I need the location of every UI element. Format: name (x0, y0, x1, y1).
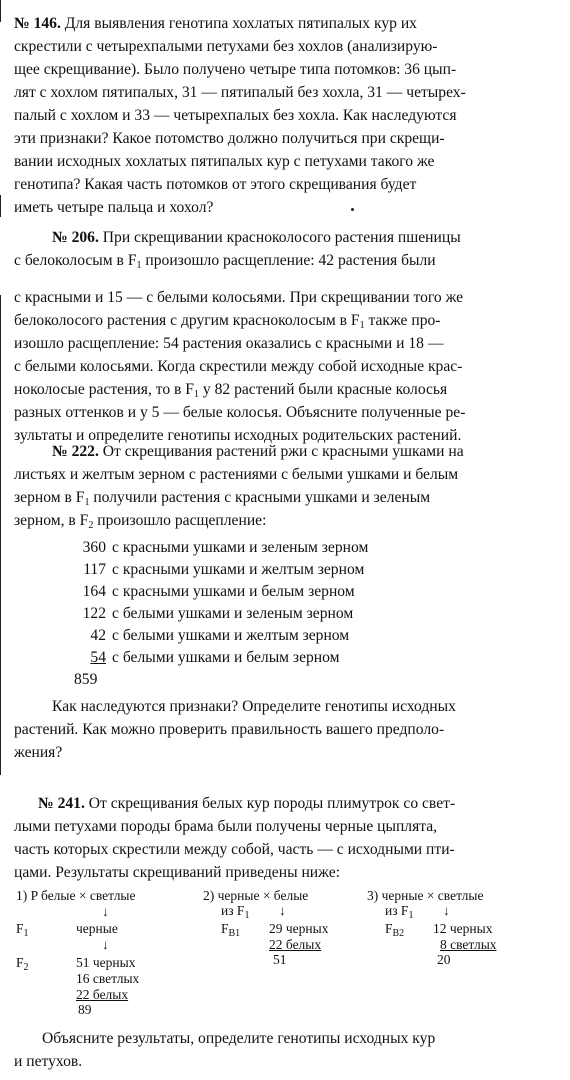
problem-number: № 222. (52, 443, 99, 460)
problem-206-continued: с красными и 15 — с белыми колосьями. При скрещивании того же белоколосого растения с другим красноколосым в $F_1$ также про- изошло расщепление: 54 растения оказались с красными и 18 — с белыми колосьями. Когда скрестили между собой исходные крас- ноколосые растения, то в $F_1$ у 82 растений были красные колосья разных оттенков и у 5 — белые колосья. Объясните полученные ре- зультаты и определите генотипы исходных родительских растений. (14, 289, 466, 444)
problem-146: № 146. Для выявления генотипа хохлатых пятипалых кур их скрестили с четырехпалыми петухами без хохлов (анализирую- щее скрещивание). Было получено четыре типа потомков: 36 цып- лят с хохлом пятипалых, 31 — пятипалый без хохла, 31 — четырех- палый с хохлом и 33 — четырехпалых без хохла. Как наследуются эти признаки? Какое потомство должно получиться при скрещи- вании исходных хохлатых пятипалых кур с петухами такого же генотипа? Какая часть потомков от этого скрещивания будет иметь четыре пальца и хохол? (14, 15, 466, 216)
table-row: 117 с красными ушками и желтым зерном (83, 561, 365, 578)
table-row: 164 с красными ушками и белым зерном (82, 583, 355, 600)
arrow-down-icon: ↓ (102, 937, 109, 952)
margin-line (0, 195, 1, 217)
speck (351, 208, 354, 211)
problem-241-question: Объясните результаты, определите генотипы исходных кур и петухов. (14, 1030, 436, 1070)
arrow-down-icon: ↓ (443, 903, 450, 918)
problem-206: № 206. При скрещивании красноколосого растения пшеницы с белоколосым в $F_1$ произошло расщепление: 42 растения были (14, 229, 461, 271)
problem-number: № 241. (38, 795, 85, 812)
margin-line (0, 0, 1, 22)
problem-number: № 206. (52, 229, 99, 246)
table-row: 122 с белыми ушками и зеленым зерном (82, 605, 354, 622)
table-row: 54 с белыми ушками и белым зерном (90, 649, 340, 666)
problem-222-question: Как наследуются признаки? Определите генотипы исходных растений. Как можно проверить правильность вашего предполо- жения? (14, 698, 456, 761)
margin-line (0, 295, 1, 775)
textbook-page: № 146. Для выявления генотипа хохлатых пятипалых кур их скрестили с четырехпалыми петухами без хохлов (анализирую- щее скрещивание). Было получено четыре типа потомков: 36 цып- лят с хохлом пятипалых, 31 — пятипалый без хохла, 31 — четырех- палый с хохлом и 33 — четырехпалых без хохла. Как наследуются эти признаки? Какое потомство должно получиться при скрещи- вании исходных хохлатых пятипалых кур с петухами такого же генотипа? Какая часть потомков от этого скрещивания будет иметь четыре пальца и хохол? № 206. При скрещивании красноколосого растения пшеницы с белоколосым в $F_1$ произошло расщепление: 42 растения были с красными и 15 — с белыми колосьями. При скрещивании того же белоколосого растения с другим красноколосым в $F_1$ также про- изошло расщепление: 54 растения оказались с красными и 18 — с белыми колосьями. Когда скрестили между собой исходные крас- ноколосые растения, то в $F_1$ у 82 растений были красные колосья разных оттенков и у 5 — белые колосья. Объясните полученные ре- зультаты и определите генотипы исходных родительских растений. № 222. От скрещивания растений ржи с красными ушками на листьях и желтым зерном с растениями с белыми ушками и белым зерном в $F_1$ получили растения с красными ушками и зеленым зерном, в $F_2$ произошло расщепление: 360 с красными ушками и зеленым зерном 117 с красными ушками и желтым зерном 164 с красными ушками и белым зерном 122 с белыми ушками и зеленым зерном 42 с белыми ушками и желтым зерном 54 с белыми ушками и белым зерном 859 Как наследуются признаки? Определите генотипы исходных растений. Как можно проверить правильность вашего предполо- жения? № 241. От скрещивания белых кур породы плимутрок со свет- лыми петухами породы брама были получены черные цыплята, часть которых скрестили между собой, часть — с исходными пти- цами. Результаты скрещиваний приведены ниже: 1) P белые × светлые ↓ $F_1$ черные ↓ $F_2$ 51 черных 16 светлых 22 белых 89 2) черные × белые из $F_1$ ↓ $F_{B1}$ 29 черных 22 белых 51 3) черные × светлые из $F_1$ ↓ $F_{B2}$ 12 черных 8 светлых 20 Объясните результаты, определите генотипы исходных кур и петухов. (0, 0, 570, 1080)
problem-241: № 241. От скрещивания белых кур породы плимутрок со свет- лыми петухами породы брама были получены черные цыплята, часть которых скрестили между собой, часть — с исходными пти- цами. Результаты скрещиваний приведены ниже: (14, 795, 456, 881)
table-row: 360 с красными ушками и зеленым зерном (82, 539, 369, 556)
arrow-down-icon: ↓ (279, 903, 286, 918)
table-row: 42 с белыми ушками и желтым зерном (90, 627, 350, 644)
problem-222: № 222. От скрещивания растений ржи с красными ушками на листьях и желтым зерном с растениями с белыми ушками и белым зерном в $F_1$ получили растения с красными ушками и зеленым зерном, в $F_2$ произошло расщепление: (14, 443, 464, 531)
segregation-table (74, 537, 368, 691)
table-total-row: 859 (74, 671, 98, 688)
arrow-down-icon: ↓ (102, 904, 109, 919)
problem-number: № 146. (14, 15, 61, 32)
